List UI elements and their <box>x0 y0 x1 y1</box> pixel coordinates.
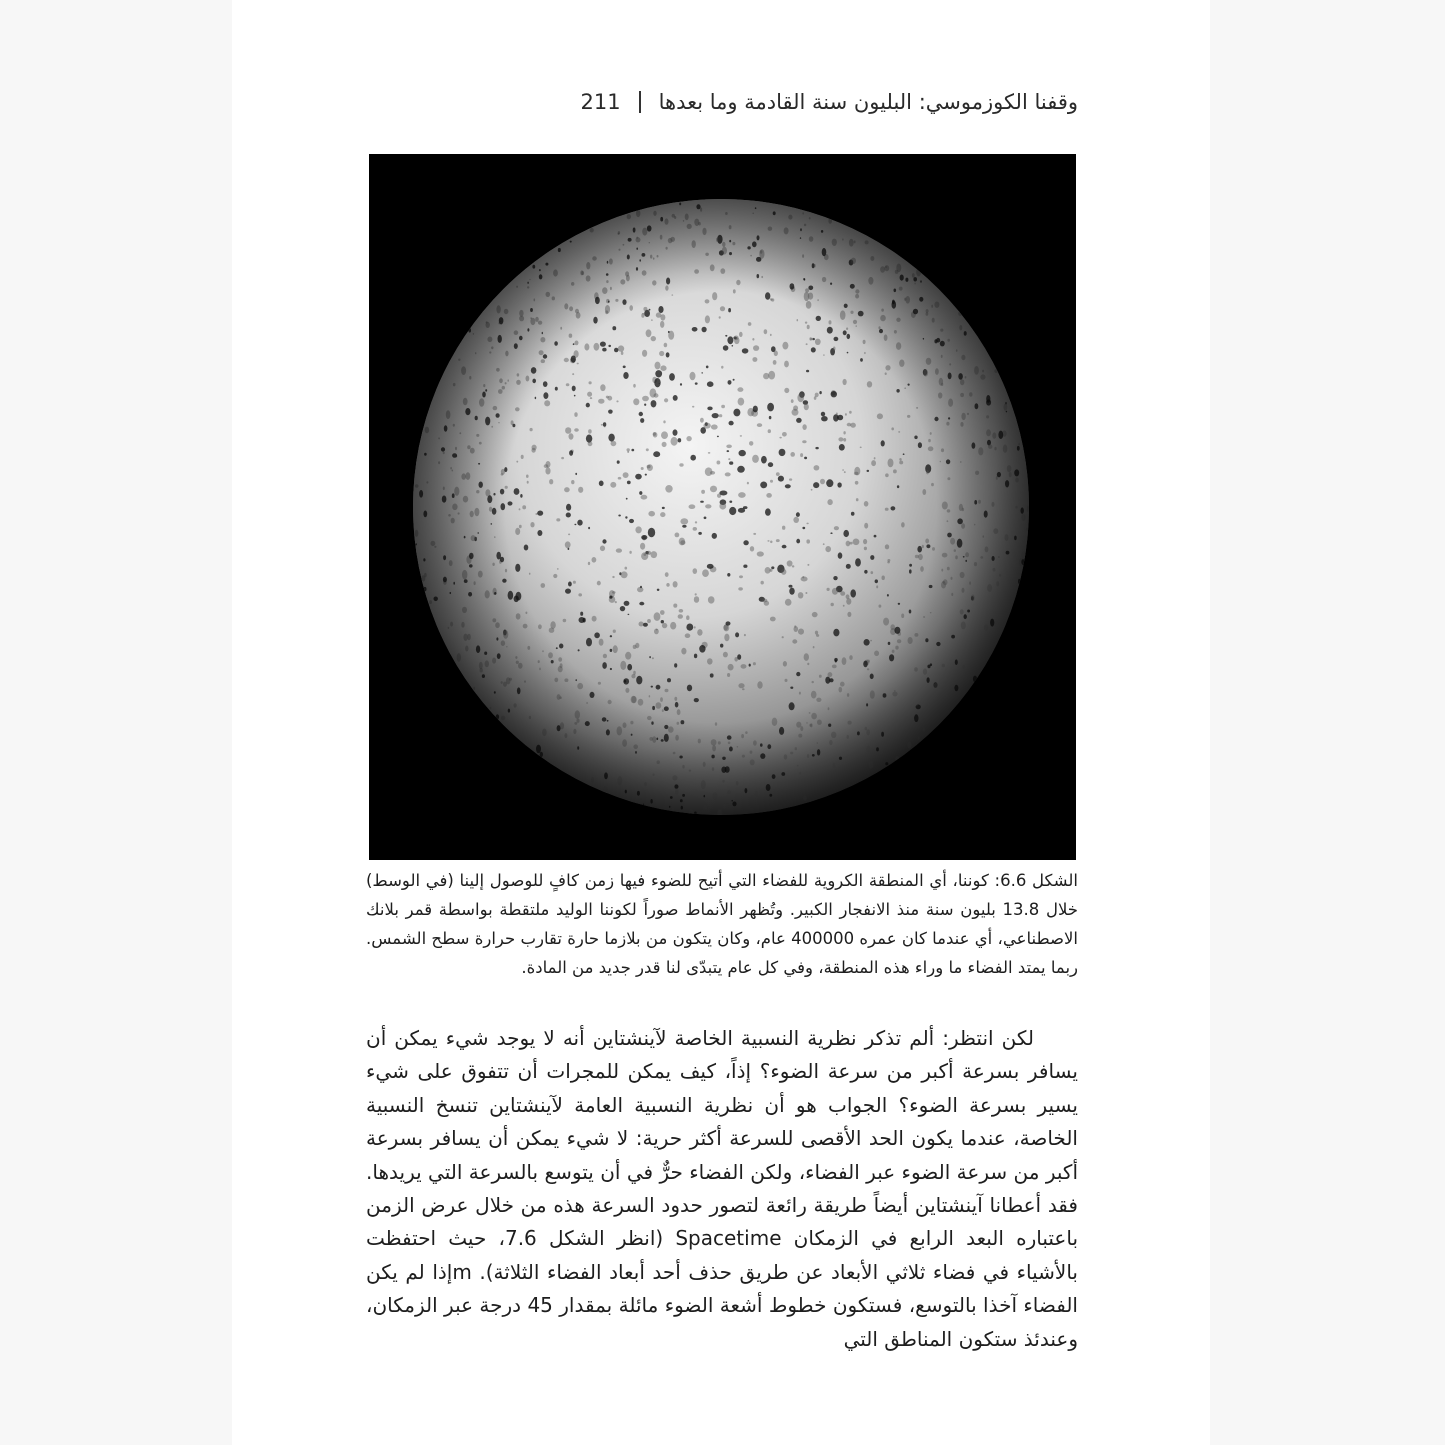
running-header <box>368 82 1078 122</box>
page-number: 211 <box>580 90 621 114</box>
sphere-limb-shadow <box>413 199 1029 815</box>
cmb-sphere-illustration <box>369 154 1076 860</box>
body-text <box>366 1022 1078 1356</box>
figure-caption: الشكل 6.6: كوننا، أي المنطقة الكروية للفضاء التي أتيح للضوء فيها زمن كافٍ للوصول إلينا (في الوسط) خلال 13.8 بليون سنة منذ الانفجار الكبير. وتُظهر الأنماط صوراً لكوننا الوليد ملتقطة بواسطة قمر بلانك الاصطناعي، أي عندما كان عمره 400000 عام، وكان يتكون من بلازما حارة تقارب حرارة سطح الشمس. ربما يمتد الفضاء ما وراء هذه المنطقة، وفي كل عام يتبدّى لنا قدر جديد من المادة. <box>366 871 1078 977</box>
chapter-title: وقفنا الكوزموسي: البليون سنة القادمة وما بعدها <box>658 90 1078 114</box>
figure-image <box>369 154 1076 860</box>
body-paragraph: لكن انتظر: ألم تذكر نظرية النسبية الخاصة لآينشتاين أنه لا يوجد شيء يمكن أن يسافر بسرعة أكبر من سرعة الضوء؟ إذاً، كيف يمكن للمجرات أن تتفوق على شيء يسير بسرعة الضوء؟ الجواب هو أن نظرية النسبية العامة لآينشتاين تنسخ النسبية الخاصة، عندما يكون الحد الأقصى للسرعة أكثر حرية: لا شيء يمكن أن يسافر بسرعة أكبر من سرعة الضوء عبر الفضاء، ولكن الفضاء حرٌّ في أن يتوسع بالسرعة التي يريدها. فقد أعطانا آينشتاين أيضاً طريقة رائعة لتصور حدود السرعة هذه من خلال عرض الزمن باعتباره البعد الرابع في الزمكان Spacetime (انظر الشكل 7.6، حيث احتفظت بالأشياء في فضاء ثلاثي الأبعاد عن طريق حذف أحد أبعاد الفضاء الثلاثة). mإذا لم يكن الفضاء آخذا بالتوسع، فستكون خطوط أشعة الضوء مائلة بمقدار 45 درجة عبر الزمكان، وعندئذ ستكون المناطق التي <box>366 1026 1079 1351</box>
header-divider <box>639 91 641 113</box>
